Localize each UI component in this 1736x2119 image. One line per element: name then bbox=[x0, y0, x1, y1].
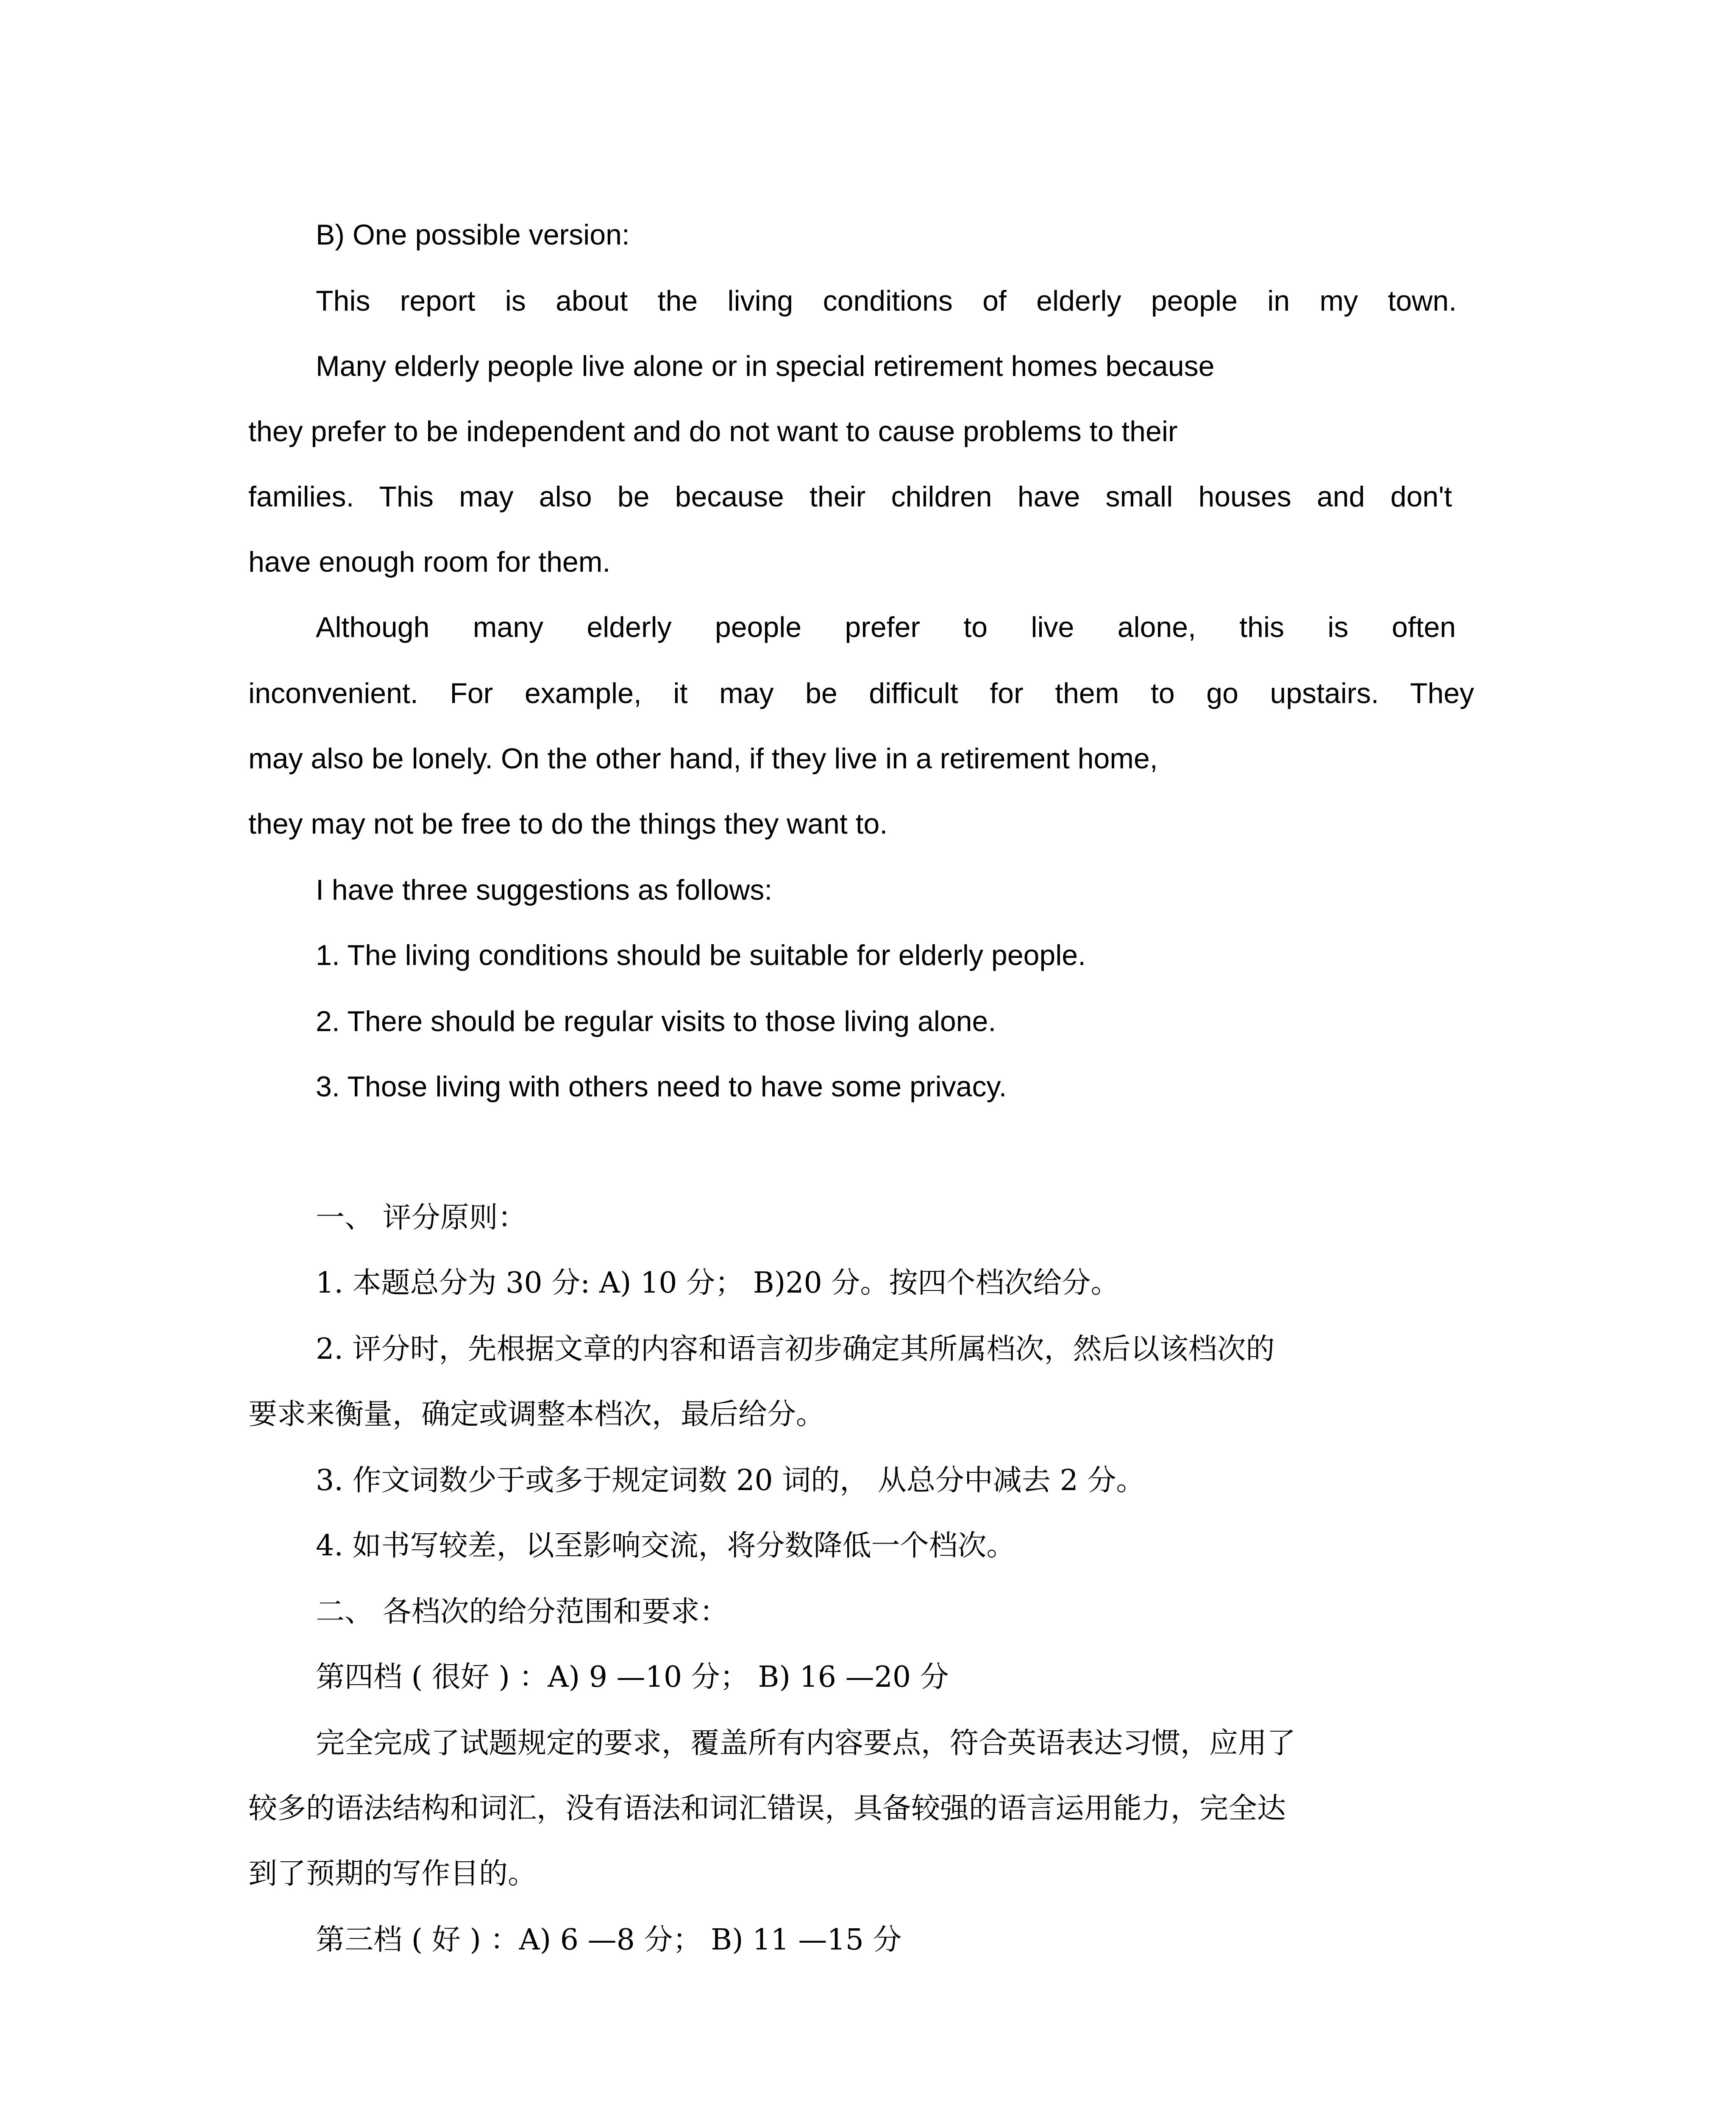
rule-item: 3. 作文词数少于或多于规定词数 20 词的， 从总分中减去 2 分。 bbox=[316, 1464, 1145, 1497]
section-heading: 一、 评分原则： bbox=[316, 1201, 527, 1235]
paragraph-line: they prefer to be independent and do not want to cause problems to their bbox=[248, 415, 1178, 448]
paragraph-line: families. This may also be because their children have small houses and don't bbox=[248, 481, 1452, 513]
grade-description: 完全完成了试题规定的要求，覆盖所有内容要点，符合英语表达习惯，应用了 bbox=[316, 1727, 1296, 1760]
rule-item: 4. 如书写较差，以至影响交流，将分数降低一个档次。 bbox=[316, 1529, 1015, 1563]
list-item: 2. There should be regular visits to those living alone. bbox=[316, 1005, 996, 1037]
version-heading: B) One possible version: bbox=[316, 219, 630, 251]
grade-level-heading: 第三档 ( 好 ) ：A) 6 —8 分； B) 11 —15 分 bbox=[316, 1923, 902, 1957]
list-item: 3. Those living with others need to have some privacy. bbox=[316, 1071, 1007, 1103]
paragraph-line: inconvenient. For example, it may be difficult for them to go upstairs. They bbox=[248, 677, 1474, 709]
paragraph-line: This report is about the living conditions of elderly people in my town. bbox=[316, 285, 1457, 317]
section-heading: 二、 各档次的给分范围和要求： bbox=[316, 1595, 729, 1629]
rule-item: 1. 本题总分为 30 分: A) 10 分； B)20 分。按四个档次给分。 bbox=[316, 1266, 1120, 1300]
paragraph-line: Many elderly people live alone or in special retirement homes because bbox=[316, 350, 1215, 382]
rule-item: 2. 评分时，先根据文章的内容和语言初步确定其所属档次，然后以该档次的 bbox=[316, 1332, 1275, 1366]
rule-item: 要求来衡量，确定或调整本档次，最后给分。 bbox=[248, 1398, 825, 1431]
paragraph-line: may also be lonely. On the other hand, if they live in a retirement home, bbox=[248, 742, 1158, 775]
paragraph-line: I have three suggestions as follows: bbox=[316, 874, 773, 906]
list-item: 1. The living conditions should be suitable for elderly people. bbox=[316, 939, 1086, 971]
grade-description: 到了预期的写作目的。 bbox=[248, 1857, 537, 1891]
paragraph-line: Although many elderly people prefer to live alone, this is often bbox=[316, 611, 1456, 643]
paragraph-line: have enough room for them. bbox=[248, 546, 611, 578]
paragraph-line: they may not be free to do the things they want to. bbox=[248, 808, 888, 840]
grade-description: 较多的语法结构和词汇，没有语法和词汇错误，具备较强的语言运用能力，完全达 bbox=[248, 1792, 1286, 1825]
grade-level-heading: 第四档 ( 很好 ) ：A) 9 —10 分； B) 16 —20 分 bbox=[316, 1660, 949, 1694]
